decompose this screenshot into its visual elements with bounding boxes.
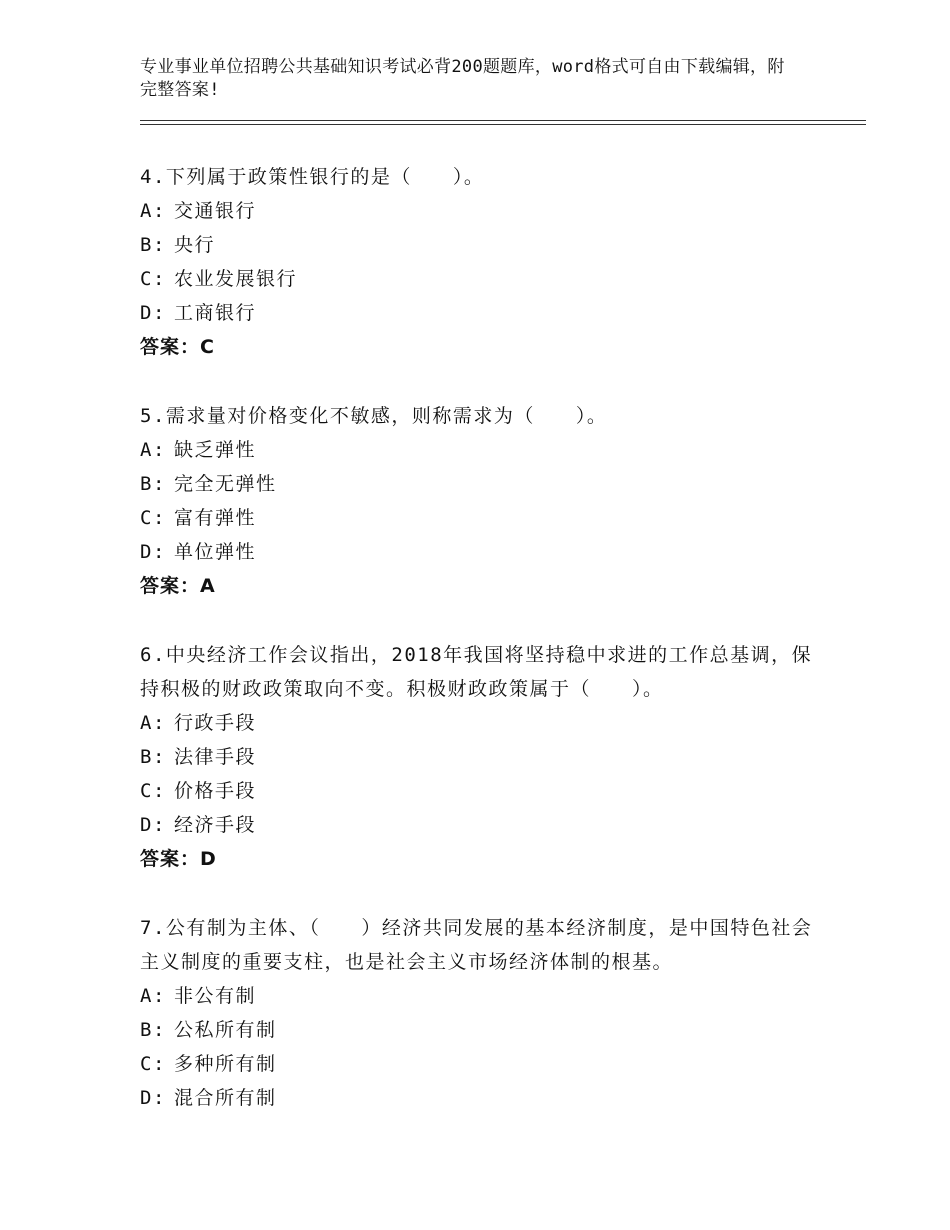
option-key: C:	[140, 1053, 166, 1075]
option-key: A:	[140, 200, 166, 222]
header-divider	[140, 120, 866, 125]
option-c	[140, 262, 820, 296]
option-key: C:	[140, 780, 166, 802]
option-text: 完全无弹性	[174, 473, 277, 495]
option-key: D:	[140, 541, 166, 563]
option-c	[140, 774, 820, 808]
option-text: 农业发展银行	[174, 268, 298, 290]
option-text: 价格手段	[174, 780, 257, 802]
option-text: 工商银行	[174, 302, 257, 324]
option-a	[140, 706, 820, 740]
option-text: 公私所有制	[174, 1019, 277, 1041]
option-key: B:	[140, 746, 166, 768]
question-4	[140, 160, 820, 364]
option-text: 混合所有制	[174, 1087, 277, 1109]
option-a	[140, 433, 820, 467]
answer-label: 答案：C	[140, 336, 215, 358]
option-text: 缺乏弹性	[174, 439, 257, 461]
option-d	[140, 1081, 820, 1115]
answer-label: 答案：D	[140, 848, 217, 870]
option-text: 多种所有制	[174, 1053, 277, 1075]
option-key: C:	[140, 268, 166, 290]
question-6	[140, 638, 820, 876]
option-text: 行政手段	[174, 712, 257, 734]
option-d	[140, 535, 820, 569]
option-d	[140, 808, 820, 842]
question-text: 4.下列属于政策性银行的是（ ）。	[140, 166, 485, 188]
option-key: D:	[140, 814, 166, 836]
question-7	[140, 911, 820, 1115]
question-text: 7.公有制为主体、（ ）经济共同发展的基本经济制度，是中国特色社会主义制度的重要支柱，也是社会主义市场经济体制的根基。	[140, 917, 813, 973]
question-list	[140, 160, 820, 1150]
option-b	[140, 1013, 820, 1047]
option-text: 富有弹性	[174, 507, 257, 529]
option-key: A:	[140, 439, 166, 461]
answer-label: 答案：A	[140, 575, 216, 597]
option-key: D:	[140, 1087, 166, 1109]
option-key: C:	[140, 507, 166, 529]
option-key: B:	[140, 473, 166, 495]
document-header: 专业事业单位招聘公共基础知识考试必背200题题库，word格式可自由下载编辑，附完整答案!	[140, 57, 785, 100]
option-a	[140, 979, 820, 1013]
option-c	[140, 1047, 820, 1081]
option-text: 法律手段	[174, 746, 257, 768]
option-text: 经济手段	[174, 814, 257, 836]
option-a	[140, 194, 820, 228]
option-b	[140, 467, 820, 501]
option-b	[140, 228, 820, 262]
question-text: 6.中央经济工作会议指出，2018年我国将坚持稳中求进的工作总基调，保持积极的财政政策取向不变。积极财政政策属于（ ）。	[140, 644, 813, 700]
option-text: 非公有制	[174, 985, 257, 1007]
option-key: D:	[140, 302, 166, 324]
option-key: B:	[140, 1019, 166, 1041]
question-text: 5.需求量对价格变化不敏感，则称需求为（ ）。	[140, 405, 608, 427]
option-text: 交通银行	[174, 200, 257, 222]
option-key: A:	[140, 985, 166, 1007]
option-text: 央行	[174, 234, 216, 256]
option-b	[140, 740, 820, 774]
option-key: A:	[140, 712, 166, 734]
option-c	[140, 501, 820, 535]
option-text: 单位弹性	[174, 541, 257, 563]
question-5	[140, 399, 820, 603]
option-d	[140, 296, 820, 330]
option-key: B:	[140, 234, 166, 256]
